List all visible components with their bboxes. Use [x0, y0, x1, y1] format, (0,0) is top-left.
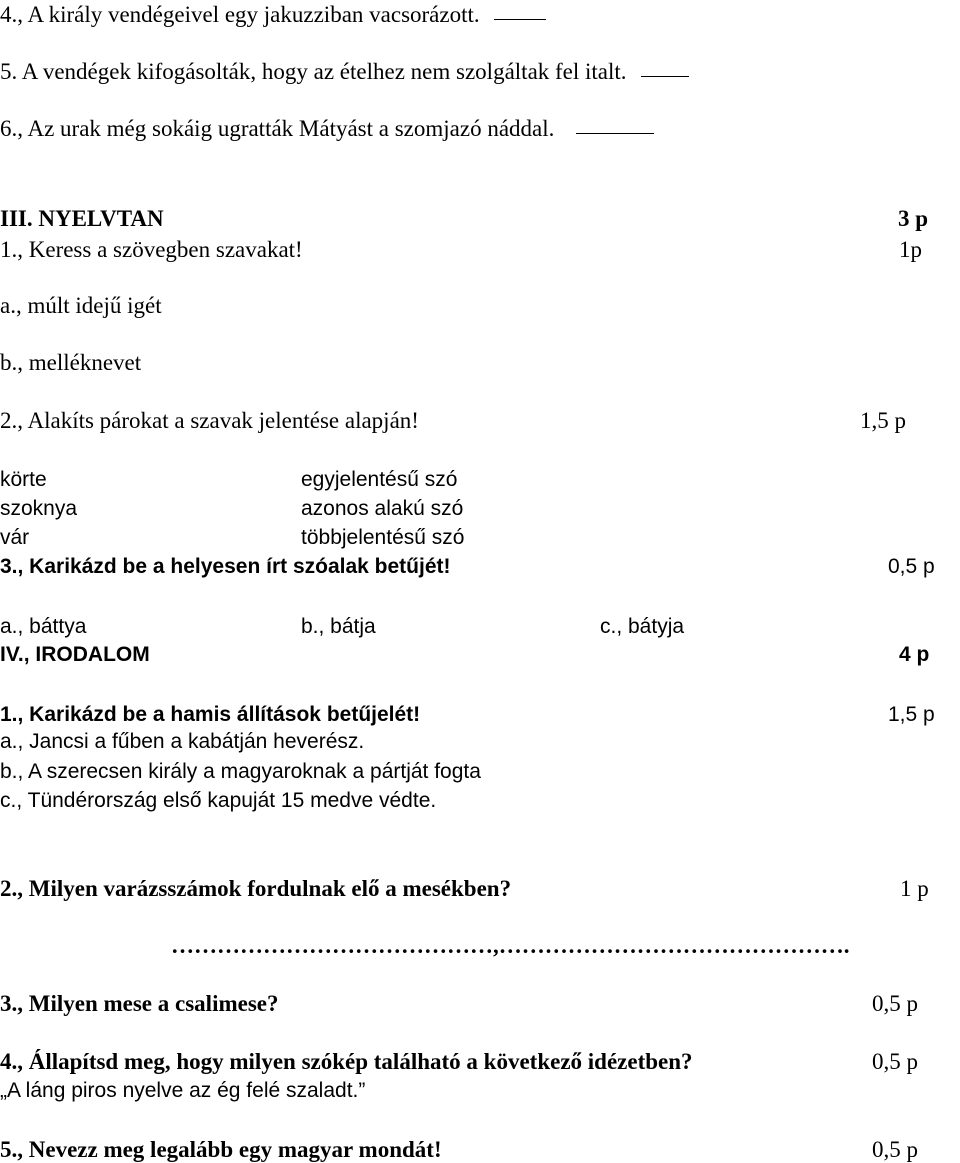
- pair-right-1: egyjelentésű szó: [301, 468, 458, 491]
- q3-2-points: 1,5 p: [860, 408, 906, 433]
- q4-4-quote: „A láng piros nyelve az ég felé szaladt.”: [0, 1079, 366, 1102]
- q4-4-text: 4., Állapítsd meg, hogy milyen szókép található a következő idézetben?: [0, 1049, 693, 1074]
- q4-2-answer-line[interactable]: ……………………………………,……………………………………….: [171, 933, 850, 958]
- q3-3-option-b[interactable]: b., bátja: [301, 615, 376, 638]
- section-4-title: IV., IRODALOM: [0, 643, 150, 666]
- pair-right-2: azonos alakú szó: [301, 497, 464, 520]
- q4-1-points: 1,5 p: [888, 703, 935, 726]
- q4-1-item-a[interactable]: a., Jancsi a fűben a kabátján heverész.: [0, 730, 365, 753]
- q3-3-text: 3., Karikázd be a helyesen írt szóalak betűjét!: [0, 555, 451, 578]
- statement-6-text: 6., Az urak még sokáig ugratták Mátyást a szomjazó náddal.: [0, 116, 555, 141]
- pair-left-2: szoknya: [0, 497, 78, 520]
- q4-3-text: 3., Milyen mese a csalimese?: [0, 991, 279, 1016]
- q3-3-points: 0,5 p: [888, 555, 935, 578]
- statement-5: [0, 60, 689, 83]
- pair-left-1: körte: [0, 468, 47, 491]
- q4-5-points: 0,5 p: [872, 1137, 918, 1162]
- q3-3-option-c[interactable]: c., bátyja: [600, 615, 685, 638]
- section-3-points: 3 p: [898, 206, 929, 231]
- pair-left-3: vár: [0, 526, 30, 549]
- statement-4-text: 4., A király vendégeivel egy jakuzziban vacsorázott.: [0, 2, 480, 27]
- answer-blank-4[interactable]: [494, 17, 546, 20]
- q4-1-item-c[interactable]: c., Tündérország első kapuját 15 medve védte.: [0, 789, 437, 812]
- q3-2-text: 2., Alakíts párokat a szavak jelentése alapján!: [0, 408, 419, 433]
- q3-1b: b., melléknevet: [0, 350, 142, 375]
- q3-1-points: 1p: [899, 237, 922, 262]
- section-4-points: 4 p: [899, 643, 930, 666]
- q3-3-option-a[interactable]: a., báttya: [0, 615, 87, 638]
- statement-5-text: 5. A vendégek kifogásolták, hogy az ételhez nem szolgáltak fel italt.: [0, 59, 627, 84]
- q3-1a: a., múlt idejű igét: [0, 293, 162, 318]
- q4-5-text: 5., Nevezz meg legalább egy magyar mondát!: [0, 1137, 442, 1162]
- answer-blank-6[interactable]: [576, 131, 654, 134]
- q4-2-points: 1 p: [900, 876, 929, 901]
- q4-4-points: 0,5 p: [872, 1049, 918, 1074]
- answer-blank-5[interactable]: [641, 74, 689, 77]
- statement-6: [0, 117, 654, 140]
- pair-right-3: többjelentésű szó: [301, 526, 465, 549]
- q4-3-points: 0,5 p: [872, 991, 918, 1016]
- q4-2-text: 2., Milyen varázsszámok fordulnak elő a mesékben?: [0, 876, 512, 901]
- q4-1-item-b[interactable]: b., A szerecsen király a magyaroknak a pártját fogta: [0, 760, 481, 783]
- section-3-title: III. NYELVTAN: [0, 206, 164, 231]
- q3-1-text: 1., Keress a szövegben szavakat!: [0, 237, 303, 262]
- q4-1-text: 1., Karikázd be a hamis állítások betűjelét!: [0, 703, 421, 726]
- statement-4: [0, 3, 546, 26]
